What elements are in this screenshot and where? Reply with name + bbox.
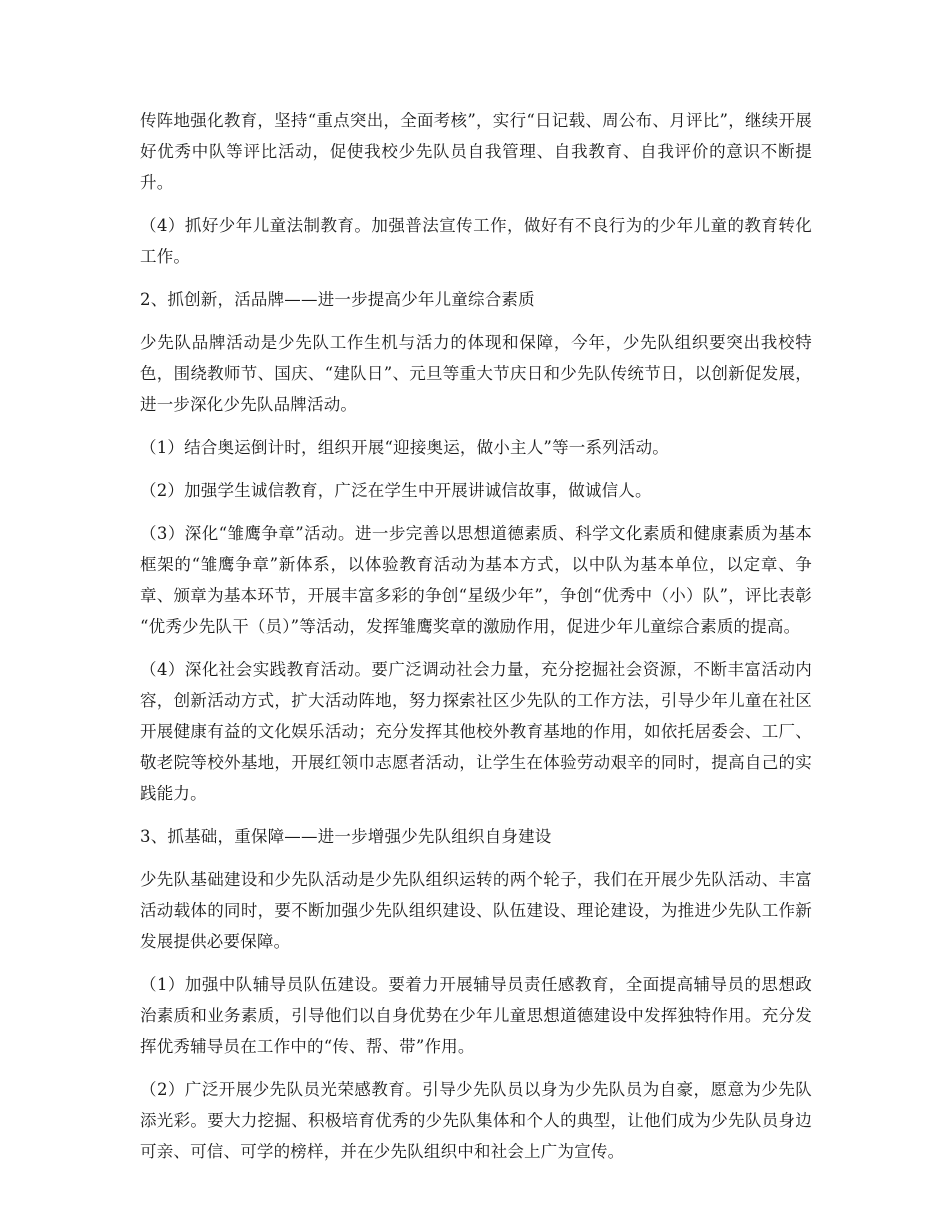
section-heading-innovation: 2、抓创新，活品牌——进一步提高少年儿童综合素质 (140, 290, 535, 309)
paragraph-counselor-team: （1）加强中队辅导员队伍建设。要着力开展辅导员责任感教育，全面提高辅导员的思想政治素质和业务素质，引导他们以自身优势在少年儿童思想道德建设中发挥独特作用。充分发挥优秀辅导员在工作中的“传、帮、带”作用。 (140, 975, 812, 1056)
document-page (140, 105, 812, 1179)
paragraph-integrity-education: （2）加强学生诚信教育，广泛在学生中开展讲诚信故事，做诚信人。 (140, 481, 652, 500)
paragraph-olympics-activity: （1）结合奥运倒计时，组织开展“迎接奥运，做小主人”等一系列活动。 (140, 438, 669, 457)
paragraph-brand-activities: 少先队品牌活动是少先队工作生机与活力的体现和保障，今年，少先队组织要突出我校特色，围绕教师节、国庆、“建队日”、元旦等重大节庆日和少先队传统节日，以创新促发展，进一步深化少先队品牌活动。 (140, 333, 812, 414)
paragraph-honor-education: （2）广泛开展少先队员光荣感教育。引导少先队员以身为少先队员为自豪，愿意为少先队添光彩。要大力挖掘、积极培育优秀的少先队集体和个人的典型，让他们成为少先队员身边可亲、可信、可学的榜样，并在少先队组织中和社会上广为宣传。 (140, 1080, 812, 1161)
paragraph-eagle-badge: （3）深化“雏鹰争章”活动。进一步完善以思想道德素质、科学文化素质和健康素质为基本框架的“雏鹰争章”新体系，以体验教育活动为基本方式，以中队为基本单位，以定章、争章、颁章为基本环节，开展丰富多彩的争创“星级少年”，争创“优秀中（小）队”，评比表彰 “优秀少先队干（员）”等活动，发挥雏鹰奖章的激励作用，促进少年儿童综合素质的提高。 (140, 524, 812, 636)
section-heading-foundation: 3、抓基础，重保障——进一步增强少先队组织自身建设 (140, 827, 552, 846)
paragraph-social-practice: （4）深化社会实践教育活动。要广泛调动社会力量，充分挖掘社会资源，不断丰富活动内容，创新活动方式，扩大活动阵地，努力探索社区少先队的工作方法，引导少年儿童在社区开展健康有益的文化娱乐活动；充分发挥其他校外教育基地的作用，如依托居委会、工厂、敬老院等校外基地，开展红领巾志愿者活动，让学生在体验劳动艰辛的同时，提高自己的实践能力。 (140, 660, 812, 803)
paragraph-legal-education: （4）抓好少年儿童法制教育。加强普法宣传工作，做好有不良行为的少年儿童的教育转化工作。 (140, 216, 812, 266)
paragraph-continued-evaluation: 传阵地强化教育，坚持“重点突出，全面考核”，实行“日记载、周公布、月评比”，继续开展好优秀中队等评比活动，促使我校少先队员自我管理、自我教育、自我评价的意识不断提升。 (140, 111, 812, 192)
paragraph-organization-building: 少先队基础建设和少先队活动是少先队组织运转的两个轮子，我们在开展少先队活动、丰富活动载体的同时，要不断加强少先队组织建设、队伍建设、理论建设，为推进少先队工作新发展提供必要保障。 (140, 870, 812, 951)
